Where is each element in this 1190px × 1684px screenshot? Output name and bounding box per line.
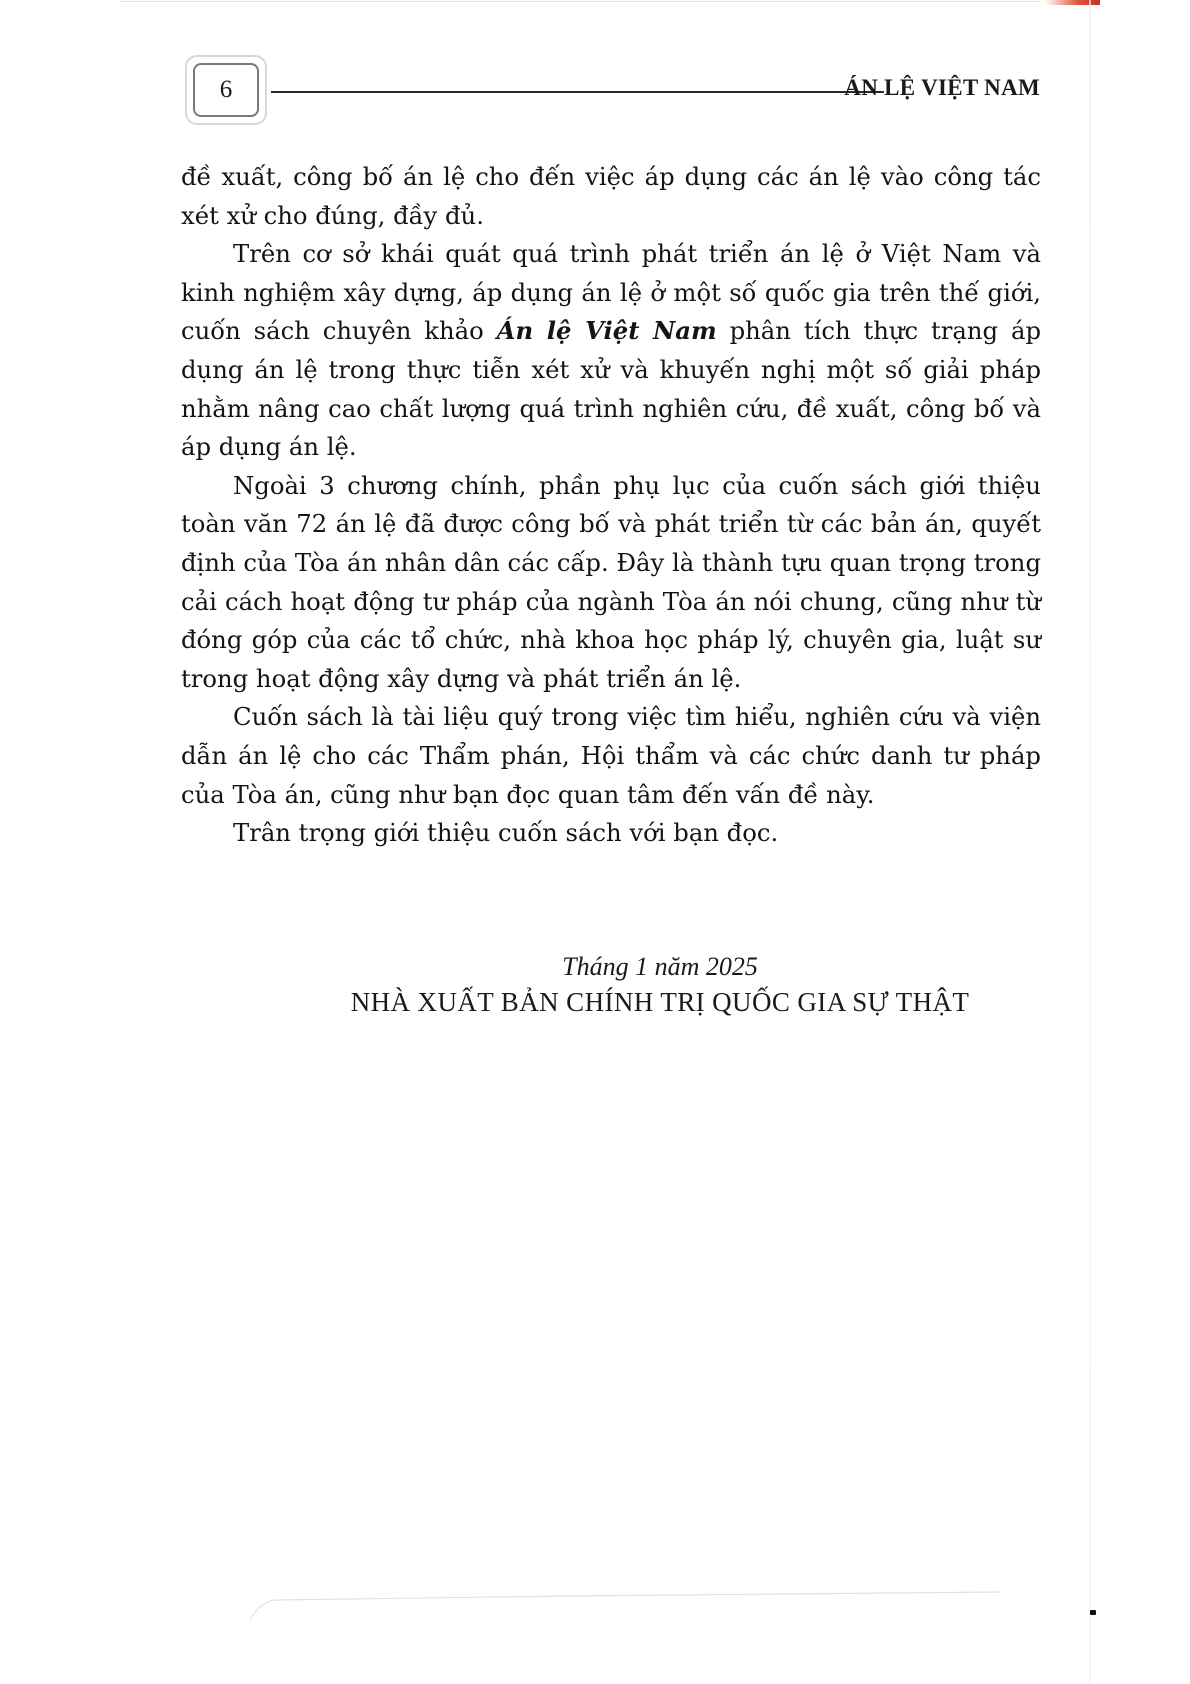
paragraph-appendix: Ngoài 3 chương chính, phần phụ lục của cuốn sách giới thiệu toàn văn 72 án lệ đã được công bố và phát triển từ các bản án, quyết định của Tòa án nhân dân các cấp. Đây là thành tựu quan trọng trong cải cách hoạt động tư pháp của ngành Tòa án nói chung, cũng như từ đóng góp của các tổ chức, nhà khoa học pháp lý, chuyên gia, luật sư trong hoạt động xây dựng và phát triển án lệ. <box>181 470 1041 693</box>
page-number-box <box>185 55 267 125</box>
paragraph-text: phân tích thực trạng áp dụng án lệ trong thực tiễn xét xử và khuyến nghị một số giải pháp nhằm nâng cao chất lượng quá trình nghiên cứu, đề xuất, công bố và áp dụng án lệ. <box>181 316 1042 462</box>
header-rule <box>271 91 884 93</box>
paragraph-text: Trên cơ sở khái quát quá trình phát triển án lệ ở Việt Nam và kinh nghiệm xây dựng, áp dụng án lệ ở một số quốc gia trên thế giới, cuốn sách chuyên khảo <box>181 239 1041 346</box>
page-header <box>185 55 1040 123</box>
signature-date: Tháng 1 năm 2025 <box>562 952 758 981</box>
scan-top-edge <box>0 0 1190 3</box>
paragraph-audience: Cuốn sách là tài liệu quý trong việc tìm hiểu, nghiên cứu và viện dẫn án lệ cho các Thẩm phán, Hội thẩm và các chức danh tư pháp của Tòa án, cũng như bạn đọc quan tâm đến vấn đề này. <box>181 702 1041 809</box>
signature-publisher: NHÀ XUẤT BẢN CHÍNH TRỊ QUỐC GIA SỰ THẬT <box>350 987 970 1017</box>
scan-bottom-curve <box>240 1580 1000 1640</box>
book-title-emphasis: Án lệ Việt Nam <box>496 316 717 346</box>
running-title: ÁN LỆ VIỆT NAM <box>844 75 1040 100</box>
scan-right-edge <box>1089 0 1091 1684</box>
scan-dot <box>1090 1610 1096 1615</box>
scan-top-gray-line <box>120 1 1040 2</box>
page-number: 6 <box>193 63 259 117</box>
scan-top-red-mark <box>1045 0 1100 5</box>
signature-block <box>300 950 1020 1020</box>
paragraph-overview <box>181 235 1041 467</box>
body-text <box>181 158 1041 853</box>
paragraph-continuation: đề xuất, công bố án lệ cho đến việc áp dụng các án lệ vào công tác xét xử cho đúng, đầy đủ. <box>181 162 1041 230</box>
paragraph-closing: Trân trọng giới thiệu cuốn sách với bạn đọc. <box>233 818 779 848</box>
